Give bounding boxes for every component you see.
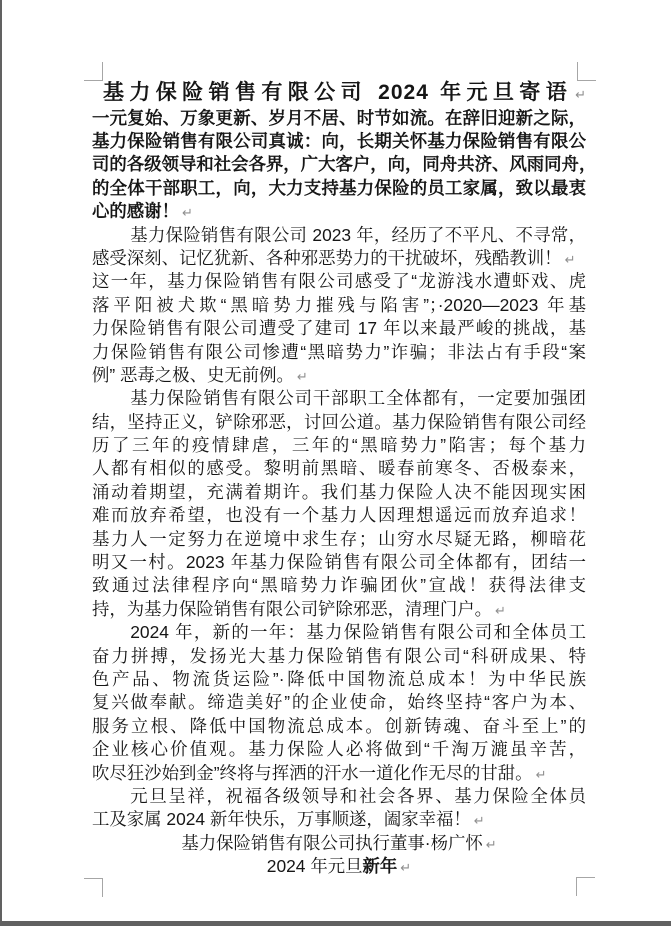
text-run: 工及家属 2024 新年快乐，万事顺遂，阖家幸福！ bbox=[92, 809, 471, 830]
text-run: 基力人一定努力在逆境中求生存；山穷水尽疑无路，柳暗花 bbox=[92, 528, 586, 549]
text-line[interactable] bbox=[92, 434, 586, 457]
text-run: 心的感谢！ bbox=[92, 201, 179, 222]
text-run: 基力保险销售有限公司干部职工全体都有，一定要加强团 bbox=[130, 388, 586, 409]
text-line[interactable] bbox=[92, 621, 586, 644]
text-line[interactable] bbox=[92, 364, 586, 387]
text-run: 结，坚持正义，铲除邪恶，讨回公道。基力保险销售有限公司经 bbox=[92, 411, 586, 432]
text-line[interactable] bbox=[92, 598, 586, 621]
text-line[interactable] bbox=[92, 551, 586, 574]
text-line[interactable] bbox=[92, 832, 586, 855]
text-run: 服务立根、降低中国物流总成本。创新铸魂、奋斗至上”的 bbox=[92, 715, 586, 736]
text-line[interactable] bbox=[92, 224, 586, 247]
text-run: 难而放弃希望，也没有一个基力人因理想遥远而放弃追求！ bbox=[92, 505, 586, 526]
text-run: 感受深刻、记忆犹新、各种邪恶势力的干扰破坏，残酷教训！ bbox=[92, 247, 562, 268]
text-line[interactable] bbox=[92, 270, 586, 293]
paragraph-return-mark-icon: ↵ bbox=[296, 368, 308, 384]
text-run: 力保险销售有限公司惨遭“黑暗势力”诈骗；非法占有手段“案 bbox=[92, 341, 586, 362]
paragraph-return-mark-icon: ↵ bbox=[485, 836, 497, 852]
text-line[interactable] bbox=[92, 341, 586, 364]
paragraph-return-mark-icon: ↵ bbox=[575, 87, 586, 102]
text-line[interactable] bbox=[92, 481, 586, 504]
paragraph-return-mark-icon: ↵ bbox=[473, 813, 485, 829]
text-line[interactable] bbox=[92, 668, 586, 691]
paragraph-return-mark-icon: ↵ bbox=[564, 251, 576, 267]
text-line[interactable] bbox=[92, 153, 597, 176]
text-run: 基力保险销售有限公司 2023 年，经历了不平凡、不寻常， bbox=[130, 224, 586, 245]
text-run: 2024 年，新的一年：基力保险销售有限公司和全体员工 bbox=[130, 622, 586, 643]
paragraph-return-mark-icon: ↵ bbox=[181, 205, 193, 221]
page-bottom-edge bbox=[0, 921, 671, 926]
text-line[interactable] bbox=[92, 177, 586, 200]
text-run: 力保险销售有限公司遭受了建司 17 年以来最严峻的挑战，基 bbox=[92, 318, 586, 339]
text-run: 一元复始、万象更新、岁月不居、时节如流。在辞旧迎新之际， bbox=[92, 107, 586, 128]
text-line[interactable] bbox=[92, 738, 586, 761]
text-line[interactable] bbox=[92, 130, 586, 153]
text-run: 例” 恶毒之极、史无前例。 bbox=[92, 364, 294, 385]
text-line[interactable] bbox=[92, 645, 586, 668]
document-page[interactable] bbox=[92, 80, 597, 878]
text-run: 这一年，基力保险销售有限公司感受了“龙游浅水遭虾戏、虎 bbox=[92, 271, 586, 292]
text-run: 基力保险销售有限公司执行董事·杨广怀 bbox=[181, 832, 483, 853]
text-run: 明又一村。2023 年基力保险销售有限公司全体都有，团结一 bbox=[92, 552, 586, 573]
text-run: 奋力拼搏，发扬光大基力保险销售有限公司“科研成果、特 bbox=[92, 645, 586, 666]
text-run: 新年 bbox=[362, 856, 398, 877]
text-line[interactable] bbox=[92, 411, 586, 434]
text-line[interactable] bbox=[92, 317, 586, 340]
text-line[interactable] bbox=[92, 528, 586, 551]
margin-crop-mark-top-left bbox=[84, 62, 103, 81]
text-run: 企业核心价值观。基力保险人必将做到“千淘万漉虽辛苦， bbox=[92, 739, 586, 760]
text-line[interactable] bbox=[92, 387, 586, 410]
document-title-line[interactable] bbox=[103, 80, 586, 107]
text-run: 涌动着期望，充满着期许。我们基力保险人决不能因现实困 bbox=[92, 481, 586, 502]
text-line[interactable] bbox=[92, 200, 586, 223]
text-run: 的全体干部职工，向，大力支持基力保险的员工家属，致以最衷 bbox=[92, 177, 586, 198]
text-run: 元旦呈祥，祝福各级领导和社会各界、基力保险全体员 bbox=[130, 785, 586, 806]
text-line[interactable] bbox=[92, 107, 586, 130]
text-line[interactable] bbox=[92, 247, 586, 270]
text-run: 吹尽狂沙始到金”终将与挥洒的汗水一道化作无尽的甘甜。 bbox=[92, 762, 533, 783]
text-line[interactable] bbox=[92, 715, 586, 738]
text-run: 持，为基力保险销售有限公司铲除邪恶，清理门户。 bbox=[92, 598, 492, 619]
text-run: 基力保险销售有限公司 2024 年元旦寄语 bbox=[103, 81, 573, 104]
margin-crop-mark-top-right bbox=[577, 62, 596, 81]
paragraph-return-mark-icon: ↵ bbox=[400, 860, 412, 876]
text-line[interactable] bbox=[92, 808, 586, 831]
paragraph-return-mark-icon: ↵ bbox=[495, 602, 506, 618]
page-left-edge bbox=[0, 0, 2, 926]
text-line[interactable] bbox=[92, 785, 586, 808]
text-run: 人都有相似的感受。黎明前黑暗、暖春前寒冬、否极泰来， bbox=[92, 458, 586, 479]
text-line[interactable] bbox=[92, 457, 586, 480]
text-run: 复兴做奉献。缔造美好”的企业使命，始终坚持“客户为本、 bbox=[92, 692, 586, 713]
text-run: 落平阳被犬欺“黑暗势力摧残与陷害”；·2020—2023 年基 bbox=[92, 294, 586, 315]
document-lines[interactable] bbox=[92, 80, 597, 878]
margin-crop-mark-bottom-left bbox=[84, 878, 103, 897]
text-run: 司的各级领导和社会各界，广大客户，向，同舟共济、风雨同舟， bbox=[92, 154, 597, 175]
text-line[interactable] bbox=[92, 762, 586, 785]
text-run: 2024 年元旦 bbox=[266, 856, 363, 877]
text-run: 历了三年的疫情肆虐，三年的“黑暗势力”陷害；每个基力 bbox=[92, 435, 586, 456]
text-line[interactable] bbox=[92, 574, 586, 597]
text-line[interactable] bbox=[92, 855, 586, 878]
text-run: 基力保险销售有限公司真诚：向，长期关怀基力保险销售有限公 bbox=[92, 130, 586, 151]
paragraph-return-mark-icon: ↵ bbox=[535, 766, 547, 782]
text-run: 色产品、物流货运险”·降低中国物流总成本！为中华民族 bbox=[92, 668, 586, 689]
margin-crop-mark-bottom-right bbox=[576, 877, 595, 896]
text-run: 致通过法律程序向“黑暗势力诈骗团伙”宣战！获得法律支 bbox=[92, 575, 586, 596]
text-line[interactable] bbox=[92, 294, 586, 317]
text-line[interactable] bbox=[92, 504, 586, 527]
text-line[interactable] bbox=[92, 691, 586, 714]
